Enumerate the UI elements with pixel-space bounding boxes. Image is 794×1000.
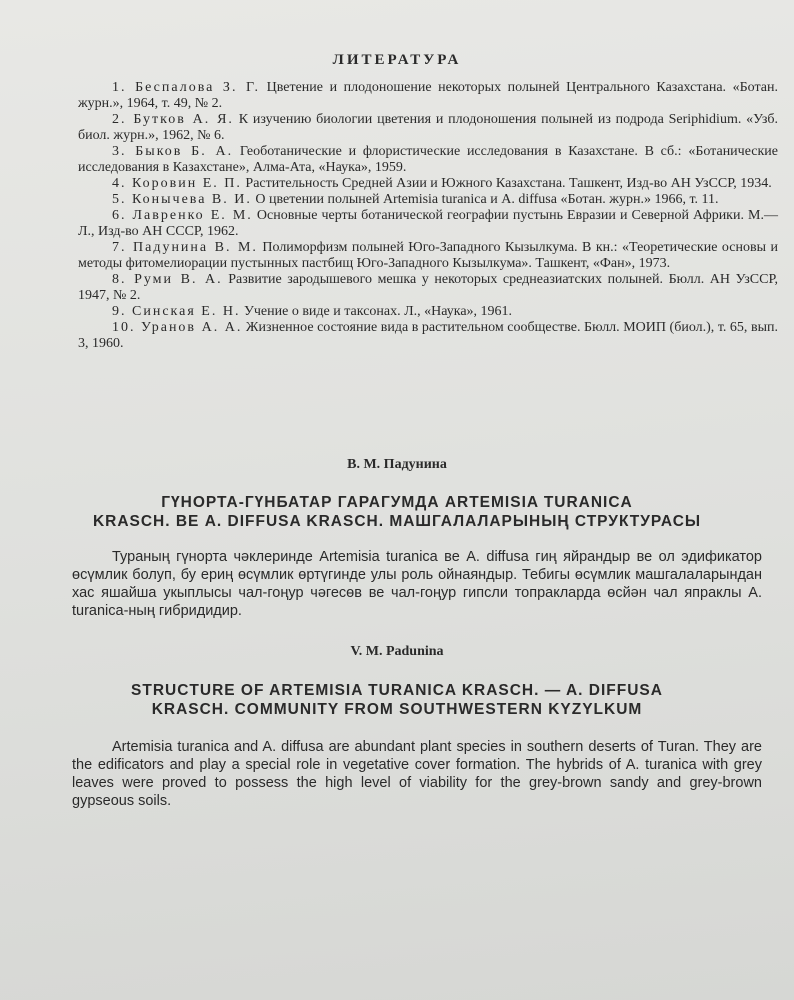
reference-author: 2. Бутков А. Я. <box>112 112 234 127</box>
turkmen-summary-abstract: Тураның гүнорта чәклеринде Artemisia turanica ве A. diffusa гиң яйрандыр ве ол эдификатор өсүмлик болуп, бу ериң өсүмлик өртүгинде улы роль ойнаяндыр. Тебигы өсүмлик машгалаларындан хас яшайша укыплысы чал-гоңур чәгесөв ве чал-гоңур гипсли топракларда өсйән чал япраклы A. turanica-ның гибридидир. <box>72 549 762 619</box>
turkmen-title-line-2: KRASCH. ВЕ A. DIFFUSA KRASCH. МАШГАЛАЛАРЫНЫҢ СТРУКТУРАСЫ <box>92 513 702 530</box>
reference-text: Развитие зародышевого мешка у некоторых среднеазиатских полыней. Бюлл. АН УзССР, 1947, № 2. <box>78 272 778 303</box>
reference-author: 5. Конычева В. И. <box>112 192 252 207</box>
reference-item <box>78 176 778 192</box>
english-summary-title <box>0 681 794 719</box>
reference-item <box>78 208 778 240</box>
reference-text: Геоботанические и флористические исследования в Казахстане. В сб.: «Ботанические исследования в Казахстане», Алма-Ата, «Наука», 1959. <box>78 144 778 175</box>
turkmen-summary-author: В. М. Падунина <box>347 457 447 472</box>
reference-list <box>78 80 778 352</box>
turkmen-summary-title <box>0 493 794 531</box>
reference-author: 1. Беспалова З. Г. <box>112 80 261 95</box>
reference-item <box>78 320 778 352</box>
reference-text: Основные черты ботанической географии пустынь Евразии и Северной Африки. М.— Л., Изд-во АН СССР, 1962. <box>78 208 778 239</box>
turkmen-title-line-1: ГҮНОРТА-ГҮНБАТАР ГАРАГУМДА ARTEMISIA TURANICA <box>161 494 633 511</box>
reference-item <box>78 144 778 176</box>
reference-author: 6. Лавренко Е. М. <box>112 208 253 223</box>
english-title-line-2: KRASCH. COMMUNITY FROM SOUTHWESTERN KYZYLKUM <box>151 701 643 718</box>
reference-author: 8. Руми В. А. <box>112 272 223 287</box>
reference-author: 10. Уранов А. А. <box>112 320 243 335</box>
english-summary-abstract: Artemisia turanica and A. diffusa are abundant plant species in southern deserts of Turan. They are the edificators and play a special role in vegetative cover formation. The hybrids of A. turanica with grey leaves were proved to possess the high level of viability for the grey-brown sandy and grey-brown gypseous soils. <box>72 739 762 809</box>
reference-text: Жизненное состояние вида в растительном сообществе. Бюлл. МОИП (биол.), т. 65, вып. 3, 1960. <box>78 320 778 351</box>
literature-heading: ЛИТЕРАТУРА <box>332 52 462 68</box>
reference-item <box>78 192 778 208</box>
english-title-line-1: STRUCTURE OF ARTEMISIA TURANICA KRASCH. — A. DIFFUSA <box>131 682 663 699</box>
reference-text: Растительность Средней Азии и Южного Казахстана. Ташкент, Изд-во АН УзССР, 1934. <box>241 176 772 191</box>
reference-text: Учение о виде и таксонах. Л., «Наука», 1961. <box>240 304 513 319</box>
reference-item <box>78 304 778 320</box>
reference-author: 9. Синская Е. Н. <box>112 304 241 319</box>
reference-text: Полиморфизм полыней Юго-Западного Кызылкума. В кн.: «Теоретические основы и методы фитомелиорации пустынных пастбищ Юго-Западного Кызылкума». Ташкент, «Фан», 1973. <box>78 240 778 271</box>
reference-item <box>78 112 778 144</box>
reference-text: О цветении полыней Artemisia turanica и A. diffusa «Ботан. журн.» 1966, т. 11. <box>251 192 719 207</box>
reference-item <box>78 240 778 272</box>
reference-author: 7. Падунина В. М. <box>112 240 258 255</box>
reference-text: Цветение и плодоношение некоторых полыней Центрального Казахстана. «Ботан. журн.», 1964, т. 49, № 2. <box>78 80 778 111</box>
reference-text: К изучению биологии цветения и плодоношения полыней из подрода Seriphidium. «Узб. биол. журн.», 1962, № 6. <box>78 112 778 143</box>
reference-author: 3. Быков Б. А. <box>112 144 234 159</box>
reference-item <box>78 80 778 112</box>
reference-item <box>78 272 778 304</box>
reference-author: 4. Коровин Е. П. <box>112 176 242 191</box>
english-summary-author: V. M. Padunina <box>350 644 444 659</box>
